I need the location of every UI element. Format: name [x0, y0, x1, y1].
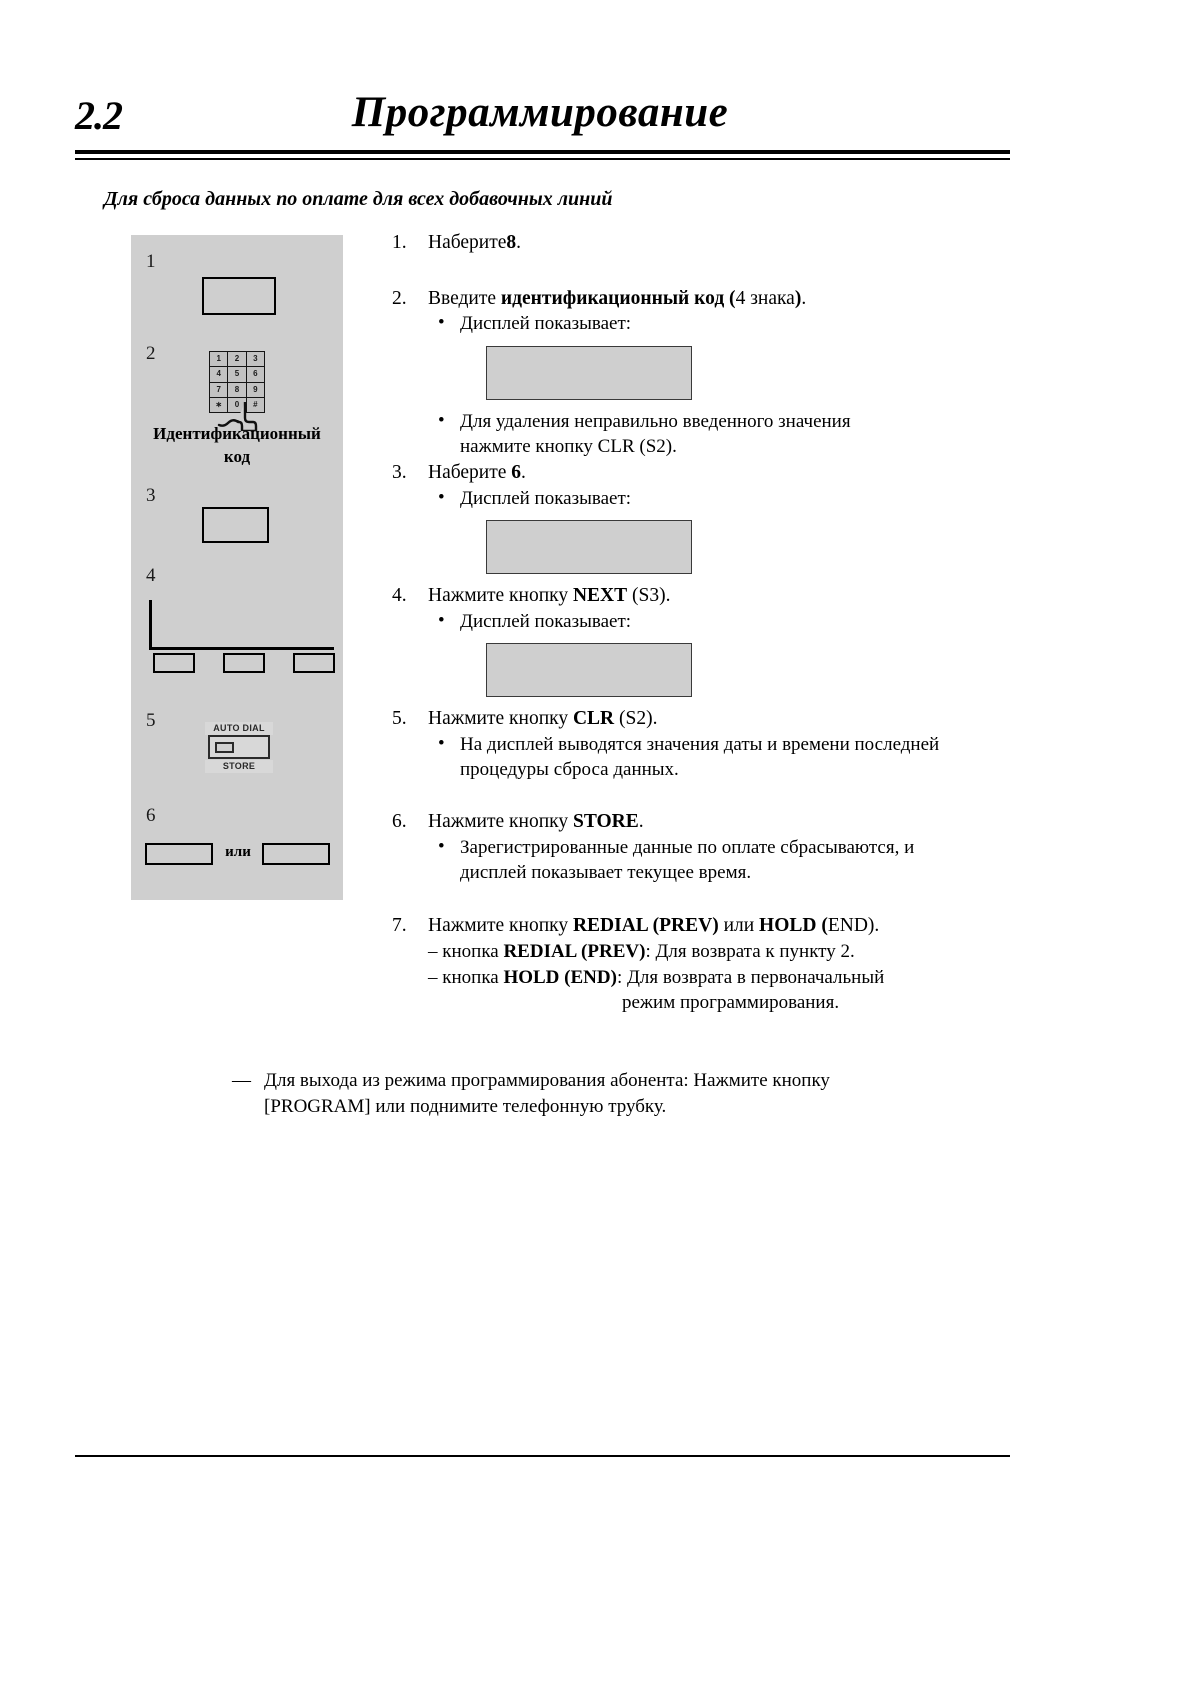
step-2-bullet-1-text: Дисплей показывает: — [460, 313, 632, 335]
bullet-dot-icon: • — [438, 409, 445, 431]
illustration-softkey-3 — [293, 653, 335, 673]
keypad-key: 9 — [247, 383, 264, 397]
step-7-sub-1-tail: : Для возврата к пункту 2. — [645, 941, 855, 963]
auto-dial-button-body — [208, 735, 270, 759]
step-3-bullet-1-text: Дисплей показывает: — [460, 487, 632, 509]
illustration-box-step-1 — [202, 277, 276, 315]
step-6-bullet-1-line1: Зарегистрированные данные по оплате сбрасываются, и — [460, 836, 915, 858]
keypad-key: 8 — [228, 383, 245, 397]
step-6-tail: . — [638, 810, 644, 832]
closing-line-2: [PROGRAM] или поднимите телефонную трубку. — [264, 1096, 667, 1118]
step-4-marker: 4. — [392, 585, 407, 607]
step-2-mid: 4 знака — [735, 287, 795, 309]
auto-dial-label: AUTO DIAL — [205, 722, 273, 735]
step-4-line — [392, 583, 1012, 609]
keypad-key: 2 — [228, 352, 245, 366]
step-6-text: Нажмите кнопку — [428, 810, 573, 832]
illustration-softkey-2 — [223, 653, 265, 673]
step-6-line — [392, 809, 1012, 835]
page-header — [75, 89, 1115, 152]
display-bracket — [149, 600, 334, 650]
id-code-caption — [131, 423, 343, 469]
illustration-box-redial — [145, 843, 213, 865]
auto-dial-store-button-graphic — [205, 722, 273, 774]
step-7-sub-2-bold: HOLD (END) — [503, 966, 617, 988]
keypad-key: 5 — [228, 367, 245, 381]
step-7-sub-1 — [392, 939, 1012, 964]
illustration-step-number-3: 3 — [146, 485, 156, 506]
step-2-bullet-2-line2: нажмите кнопку CLR (S2). — [460, 436, 677, 458]
step-1-text: Наберите — [428, 232, 507, 253]
step-5-tail: (S2). — [614, 708, 658, 730]
illustration-step-number-6: 6 — [146, 805, 156, 826]
step-7-sub-1-bold: REDIAL (PREV) — [503, 941, 646, 963]
step-2-bullet-2 — [392, 409, 1012, 434]
step-7-bold: REDIAL (PREV) — [572, 915, 719, 937]
section-number: 2.2 — [75, 93, 122, 138]
keypad-key: 6 — [247, 367, 264, 381]
step-5-bullet-1-line1: На дисплей выводятся значения даты и времени последней — [460, 733, 940, 755]
step-1-marker: 1. — [392, 232, 407, 253]
step-5-text: Нажмите кнопку — [428, 708, 573, 730]
step-6-bullet-1 — [392, 835, 1012, 860]
keypad-key: 7 — [210, 383, 227, 397]
id-code-caption-line2: код — [223, 446, 251, 466]
footer-rule — [75, 1455, 1010, 1457]
step-5-bullet-1-line2: процедуры сброса данных. — [460, 759, 679, 781]
step-7-bold2: HOLD ( — [759, 915, 828, 937]
display-readout-step-4 — [486, 643, 692, 697]
illustration-box-hold — [262, 843, 330, 865]
step-4-bullet-1 — [392, 609, 1012, 634]
step-1-line — [392, 230, 1012, 256]
step-7-text: Нажмите кнопку — [428, 915, 573, 937]
bullet-dot-icon: • — [438, 312, 445, 334]
keypad-key: # — [247, 398, 264, 412]
step-5-bold: CLR — [572, 708, 615, 730]
display-readout-step-2 — [486, 346, 692, 400]
step-5-line — [392, 706, 1012, 732]
keypad-key: 4 — [210, 367, 227, 381]
step-7-marker: 7. — [392, 915, 407, 937]
step-3-text: Наберите — [428, 461, 512, 483]
step-3-bold: 6 — [511, 461, 522, 483]
section-subtitle: Для сброса данных по оплате для всех добавочных линий — [104, 188, 613, 210]
step-4-bold: NEXT — [572, 585, 628, 607]
display-readout-step-3 — [486, 520, 692, 574]
step-7-sub-2-cont: режим программирования. — [622, 992, 840, 1014]
step-2-marker: 2. — [392, 287, 407, 309]
step-2-tail: . — [801, 287, 807, 309]
step-2-bullet-1 — [392, 311, 1012, 336]
illustration-or-label: или — [225, 844, 251, 860]
step-7-sub-2-dash: – кнопка — [428, 966, 504, 988]
display-bracket-vertical — [149, 600, 152, 650]
step-3-bullet-1 — [392, 486, 1012, 511]
step-2-lead: Введите — [428, 287, 501, 309]
bullet-dot-icon: • — [438, 609, 445, 631]
step-6-bullet-1-cont — [392, 860, 1012, 885]
keypad-key: 3 — [247, 352, 264, 366]
step-4-text: Нажмите кнопку — [428, 585, 573, 607]
bullet-dot-icon: • — [438, 732, 445, 754]
step-4-bullet-1-text: Дисплей показывает: — [460, 610, 632, 632]
bullet-dot-icon: • — [438, 835, 445, 857]
step-4-tail: (S3). — [627, 585, 671, 607]
instruction-list — [392, 230, 1012, 1016]
instruction-step-4 — [392, 583, 1012, 697]
page-title: Программирование — [351, 89, 729, 136]
keypad-key: ∗ — [210, 398, 227, 412]
step-2-bullet-2-cont — [392, 434, 1012, 459]
step-5-bullet-1-cont — [392, 757, 1012, 782]
step-6-bold: STORE — [572, 810, 639, 832]
bullet-dot-icon: • — [438, 486, 445, 508]
instruction-step-2 — [392, 286, 1012, 460]
keypad-graphic — [209, 351, 265, 413]
illustration-step-number-4: 4 — [146, 565, 156, 586]
closing-line-1: Для выхода из режима программирования абонента: Нажмите кнопку — [264, 1070, 830, 1091]
step-2-line — [392, 286, 1012, 312]
illustration-or-row — [145, 843, 330, 867]
step-3-tail: . — [521, 461, 526, 483]
store-label: STORE — [205, 760, 273, 773]
step-7-line — [392, 913, 1012, 939]
step-7-sub-2-tail: : Для возврата в первоначальный — [616, 966, 885, 988]
auto-dial-led-icon — [215, 742, 234, 753]
illustration-step-number-5: 5 — [146, 710, 156, 731]
step-2-bold: идентификационный код ( — [500, 287, 736, 309]
header-rule-thick — [75, 150, 1010, 154]
step-6-marker: 6. — [392, 810, 407, 832]
illustration-step-number-2: 2 — [146, 343, 156, 364]
step-7-tail: END). — [827, 915, 880, 937]
illustration-panel — [131, 235, 343, 900]
step-7-sub-2 — [392, 965, 1012, 990]
closing-dash-marker: — — [232, 1070, 251, 1091]
instruction-step-3 — [392, 460, 1012, 574]
step-1-tail: . — [516, 232, 522, 253]
instruction-step-7 — [392, 913, 1012, 1015]
illustration-softkey-1 — [153, 653, 195, 673]
step-5-bullet-1 — [392, 732, 1012, 757]
closing-note — [232, 1068, 992, 1120]
display-bracket-horizontal — [149, 647, 334, 650]
step-1-bold: 8 — [506, 232, 517, 253]
step-2-bold2: ) — [794, 287, 802, 309]
illustration-step-number-1: 1 — [146, 251, 156, 272]
step-6-bullet-1-line2: дисплей показывает текущее время. — [460, 862, 752, 884]
illustration-box-step-3 — [202, 507, 269, 543]
step-7-sub-1-dash: – кнопка — [428, 941, 504, 963]
step-3-marker: 3. — [392, 461, 407, 483]
instruction-step-6 — [392, 809, 1012, 886]
keypad-key: 1 — [210, 352, 227, 366]
instruction-step-1 — [392, 230, 1012, 256]
step-7-mid: или — [718, 915, 760, 937]
step-2-bullet-2-line1: Для удаления неправильно введенного значения — [460, 410, 851, 432]
instruction-step-5 — [392, 706, 1012, 783]
keypad-key: 0 — [228, 398, 245, 412]
id-code-caption-line1: Идентификационный — [153, 424, 321, 443]
step-5-marker: 5. — [392, 708, 407, 730]
header-rule-thin — [75, 158, 1010, 160]
step-3-line — [392, 460, 1012, 486]
